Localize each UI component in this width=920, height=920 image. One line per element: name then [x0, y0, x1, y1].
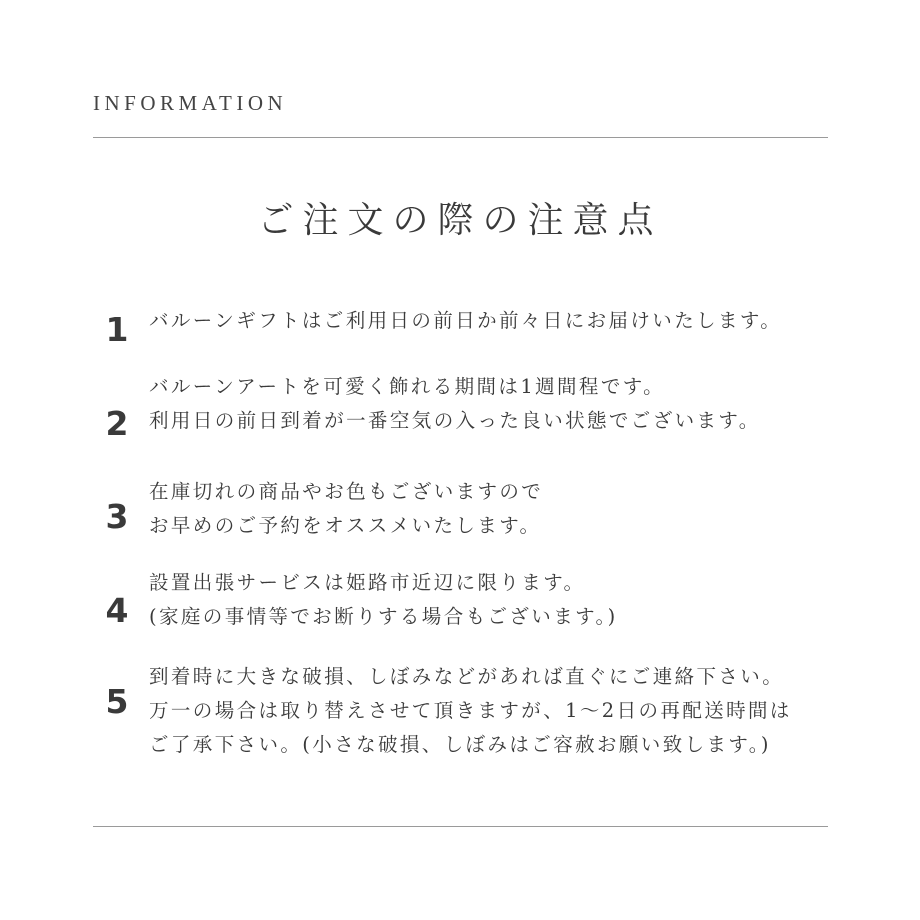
notice-text: [149, 304, 782, 338]
notice-number: 5: [105, 682, 129, 721]
notice-text: [149, 660, 792, 762]
notice-number: 3: [105, 497, 129, 536]
notice-number: 4: [105, 591, 129, 630]
information-label: INFORMATION: [93, 91, 288, 115]
notice-line: お早めのご予約をオススメいたします。: [149, 514, 542, 537]
notice-text: [149, 475, 543, 543]
page-title: ご注文の際の注意点: [257, 200, 663, 241]
notice-line: 在庫切れの商品やお色もございますので: [149, 480, 544, 503]
notice-text: [149, 566, 618, 634]
notice-line: 万一の場合は取り替えさせて頂きますが、1〜2日の再配送時間は: [149, 699, 792, 722]
notice-line: バルーンギフトはご利用日の前日か前々日にお届けいたします。: [149, 309, 783, 332]
notice-line: ご了承下さい。(小さな破損、しぼみはご容赦お願い致します。): [149, 733, 771, 756]
bottom-divider: [93, 826, 828, 827]
notice-line: 利用日の前日到着が一番空気の入った良い状態でございます。: [149, 409, 761, 432]
notice-number: 1: [105, 310, 129, 349]
notice-line: 到着時に大きな破損、しぼみなどがあれば直ぐにご連絡下さい。: [149, 665, 785, 688]
notice-text: [149, 370, 761, 438]
notice-line: バルーンアートを可愛く飾れる期間は1週間程です。: [149, 375, 665, 398]
notice-line: 設置出張サービスは姫路市近辺に限ります。: [149, 571, 586, 594]
notice-number: 2: [105, 404, 129, 443]
top-divider: [93, 137, 828, 138]
notice-line: (家庭の事情等でお断りする場合もございます。): [149, 605, 618, 628]
